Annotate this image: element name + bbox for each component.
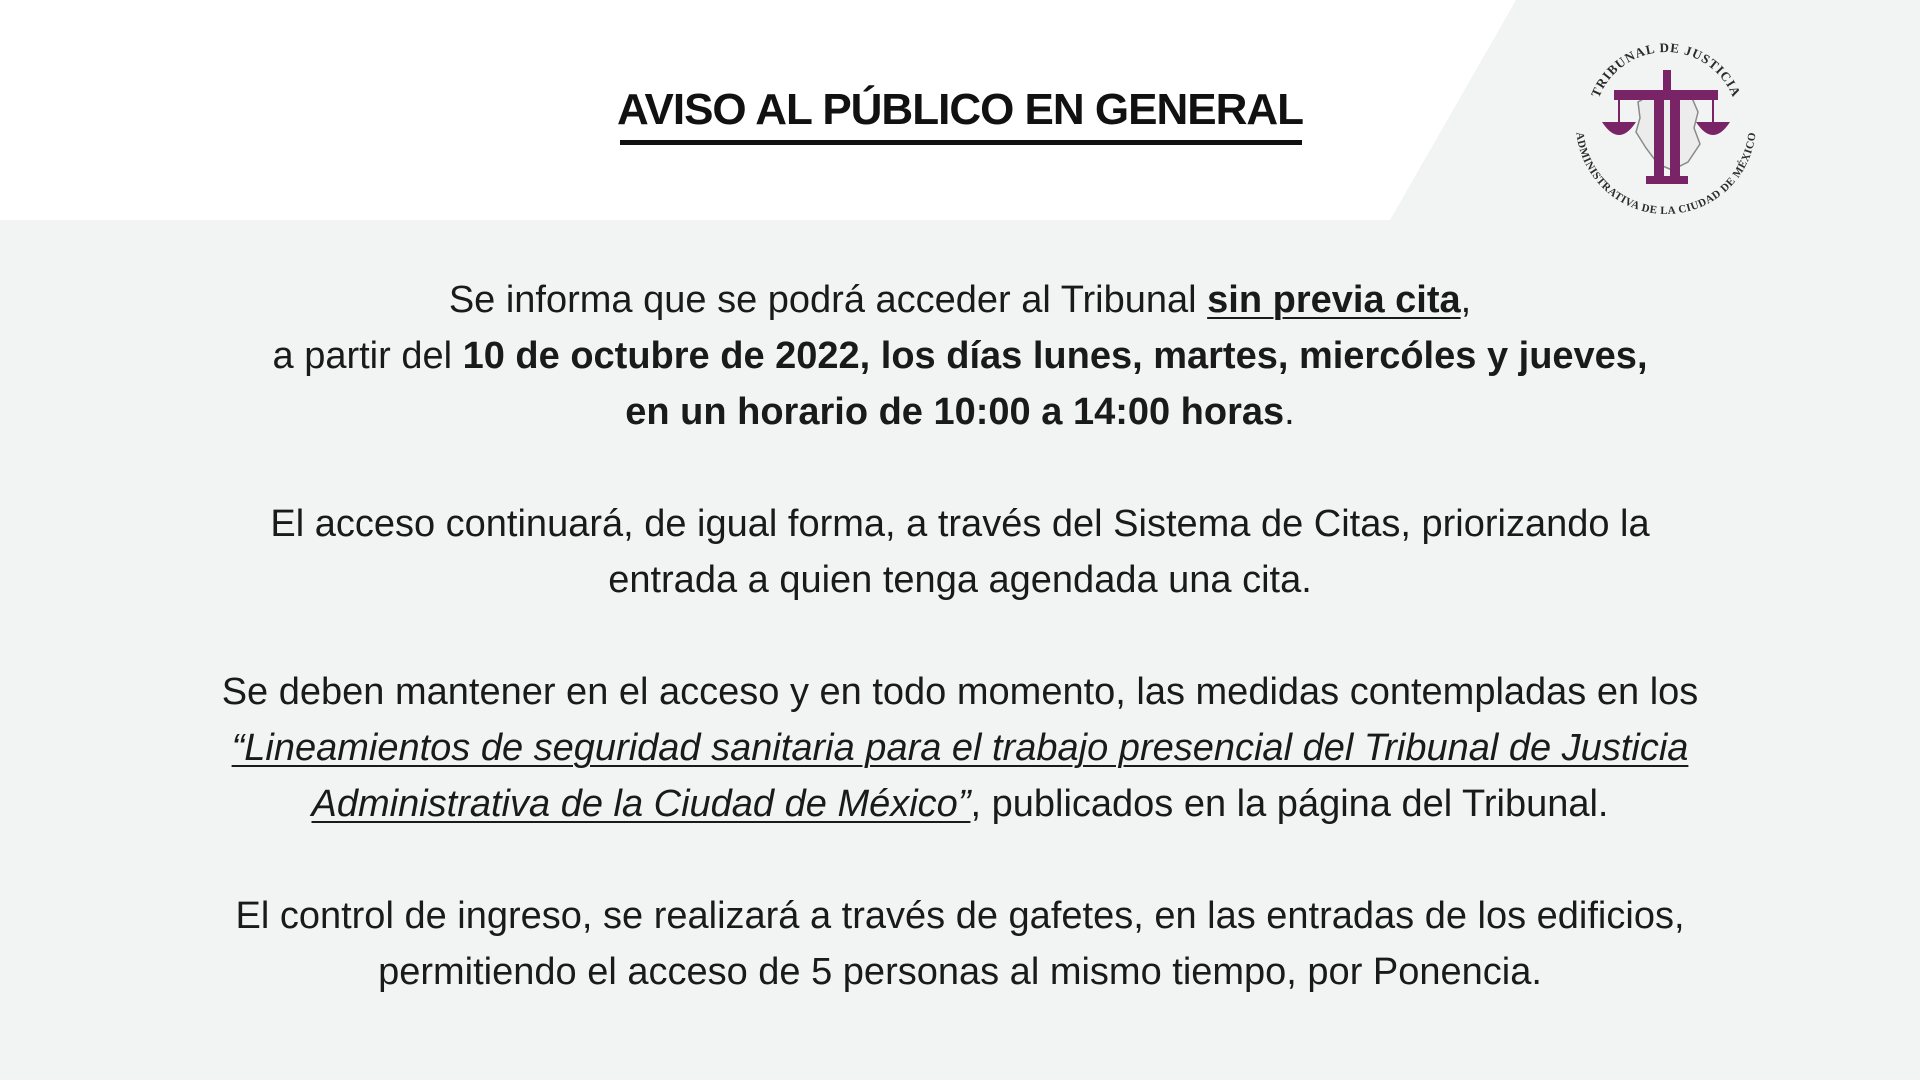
lineamientos-title-line2: Administrativa de la Ciudad de México” xyxy=(311,783,971,825)
map-outline xyxy=(1636,92,1700,170)
tribunal-seal-icon xyxy=(1566,24,1766,224)
notice-title: AVISO AL PÚBLICO EN GENERAL xyxy=(616,85,1304,134)
highlight-dates: 10 de octubre de 2022, los días lunes, martes, miercóles y jueves, xyxy=(462,335,1648,377)
paragraph-lineamientos: Se deben mantener en el acceso y en todo momento, las medidas contempladas en los “Lineamientos de seguridad sanitaria para el trabajo presencial del Tribunal de Justicia Administrativa de la Ciudad de México”, publicados en la página del Tribunal. xyxy=(221,671,1699,825)
highlight-hours: en un horario de 10:00 a 14:00 horas xyxy=(625,391,1285,433)
seal-text-top: TRIBUNAL DE JUSTICIA xyxy=(1587,39,1745,100)
title-underline xyxy=(620,140,1302,145)
seal-text-bottom: ADMINISTRATIVA DE LA CIUDAD DE MÉXICO xyxy=(1573,131,1759,218)
paragraph-citas: El acceso continuará, de igual forma, a través del Sistema de Citas, priorizando la entrada a quien tenga agendada una cita. xyxy=(270,503,1650,601)
highlight-sin-previa-cita: sin previa cita xyxy=(1207,279,1461,321)
paragraph-control-ingreso: El control de ingreso, se realizará a través de gafetes, en las entradas de los edificios, permitiendo el acceso de 5 personas al mismo tiempo, por Ponencia. xyxy=(235,895,1685,993)
lineamientos-title-line1: “Lineamientos de seguridad sanitaria para el trabajo presencial del Tribunal de Justicia xyxy=(231,727,1689,769)
paragraph-access: Se informa que se podrá acceder al Tribunal sin previa cita, a partir del 10 de octubre de 2022, los días lunes, martes, miercóles y jueves, en un horario de 10:00 a 14:00 horas. xyxy=(272,279,1648,433)
